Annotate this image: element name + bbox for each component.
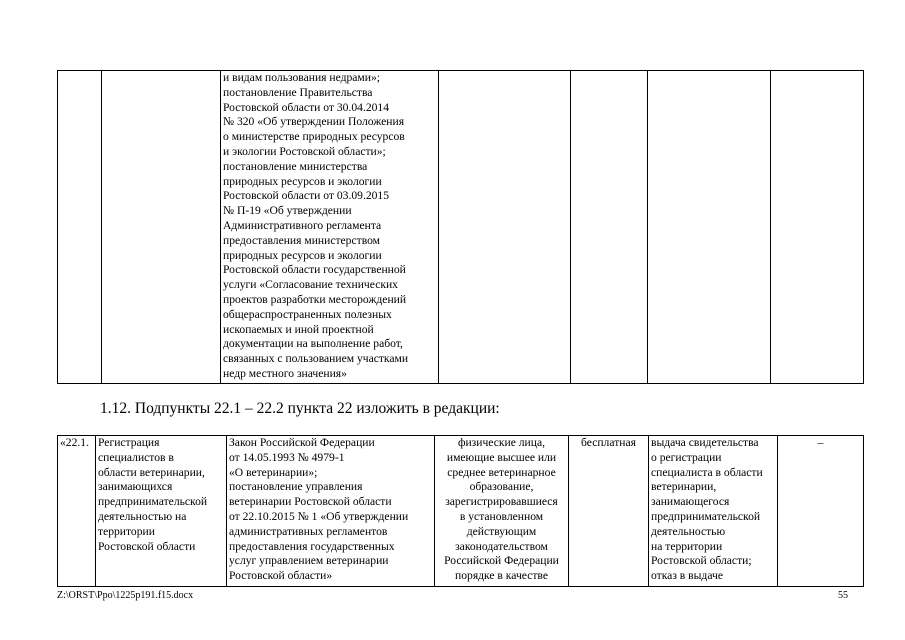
text-line: услуг управлением ветеринарии <box>229 554 389 568</box>
text-line: связанных с пользованием участками <box>223 352 409 366</box>
text-line: недр местного значения» <box>223 366 347 380</box>
extra-cell: – <box>778 436 864 587</box>
text-line: от 14.05.1993 № 4979-1 <box>229 450 345 464</box>
text-line: в установленном <box>459 509 544 523</box>
text-line: предоставления государственных <box>229 539 395 553</box>
text-line: Ростовской области от 30.04.2014 <box>223 100 390 114</box>
number-cell <box>58 71 102 384</box>
legal-basis-cell <box>221 71 439 384</box>
text-line: о министерстве природных ресурсов <box>223 130 405 144</box>
text-line: специалистов в <box>98 450 174 464</box>
text-line: ветеринарии Ростовской области <box>229 495 392 509</box>
text-line: проектов разработки месторождений <box>223 292 407 306</box>
text-line: Ростовской области» <box>229 569 333 583</box>
legal-basis-cell <box>227 436 435 587</box>
number-cell: «22.1. <box>58 436 96 587</box>
text-line: Ростовской области государственной <box>223 263 406 277</box>
service-cell <box>96 436 227 587</box>
text-line: занимающихся <box>98 480 173 494</box>
table-row <box>58 71 864 384</box>
text-line: общераспространенных полезных <box>223 307 392 321</box>
text-line: действующим <box>466 524 537 538</box>
text-line: имеющие высшее или <box>446 450 557 464</box>
section-heading: 1.12. Подпункты 22.1 – 22.2 пункта 22 изложить в редакции: <box>100 400 500 417</box>
text-line: от 22.10.2015 № 1 «Об утверждении <box>229 509 409 523</box>
text-line: «О ветеринарии»; <box>229 465 318 479</box>
text-line: ископаемых и иной проектной <box>223 322 374 336</box>
text-line: выдача свидетельства <box>651 436 759 449</box>
text-line: и экологии Ростовской области»; <box>223 144 386 158</box>
text-line: занимающегося <box>651 495 730 509</box>
text-line: услуги «Согласование технических <box>223 278 398 292</box>
text-line: предоставления министерством <box>223 233 380 247</box>
text-line: Закон Российской Федерации <box>229 436 375 449</box>
text-line: Российской Федерации <box>444 554 559 568</box>
text-line: зарегистрировавшиеся <box>445 495 558 509</box>
text-line: деятельностью <box>651 524 726 538</box>
text-line: и видам пользования недрами»; <box>223 71 380 84</box>
text-line: физические лица, <box>457 436 546 449</box>
applicants-cell <box>435 436 569 587</box>
footer-file-path: Z:\ORST\Ppo\1225p191.f15.docx <box>57 590 194 601</box>
text-line: Административного регламента <box>223 218 382 232</box>
payment-cell <box>571 71 648 384</box>
text-line: деятельностью на <box>98 509 187 523</box>
result-cell <box>649 436 778 587</box>
text-line: природных ресурсов и экологии <box>223 174 382 188</box>
text-line: документации на выполнение работ, <box>223 337 403 351</box>
text-line: о регистрации <box>651 450 722 464</box>
text-line: предпринимательской <box>651 509 761 523</box>
payment-cell: бесплатная <box>569 436 649 587</box>
text-line: Регистрация <box>98 436 160 449</box>
previous-row-table <box>57 70 864 384</box>
text-line: Ростовской области от 03.09.2015 <box>223 189 390 203</box>
text-line: постановление управления <box>229 480 363 494</box>
text-line: законодательством <box>455 539 548 553</box>
text-line: природных ресурсов и экологии <box>223 248 382 262</box>
text-line: Ростовской области <box>98 539 196 553</box>
text-line: Ростовской области; <box>651 554 752 568</box>
text-line: области ветеринарии, <box>98 465 205 479</box>
text-line: образование, <box>469 480 534 494</box>
extra-cell <box>771 71 864 384</box>
text-line: на территории <box>651 539 723 553</box>
result-cell <box>648 71 771 384</box>
text-line: среднее ветеринарное <box>447 465 556 479</box>
text-line: № П-19 «Об утверждении <box>223 204 352 218</box>
text-line: постановление министерства <box>223 159 368 173</box>
service-22-1-table <box>57 435 864 587</box>
text-line: административных регламентов <box>229 524 388 538</box>
table-row <box>58 436 864 587</box>
text-line: предпринимательской <box>98 495 208 509</box>
text-line: № 320 «Об утверждении Положения <box>223 115 405 129</box>
text-line: специалиста в области <box>651 465 763 479</box>
applicants-cell <box>439 71 571 384</box>
service-cell <box>102 71 221 384</box>
text-line: порядке в качестве <box>455 569 548 583</box>
text-line: территории <box>98 524 155 538</box>
text-line: ветеринарии, <box>651 480 717 494</box>
text-line: отказ в выдаче <box>651 569 723 583</box>
text-line: постановление Правительства <box>223 85 373 99</box>
page-number: 55 <box>838 590 848 601</box>
